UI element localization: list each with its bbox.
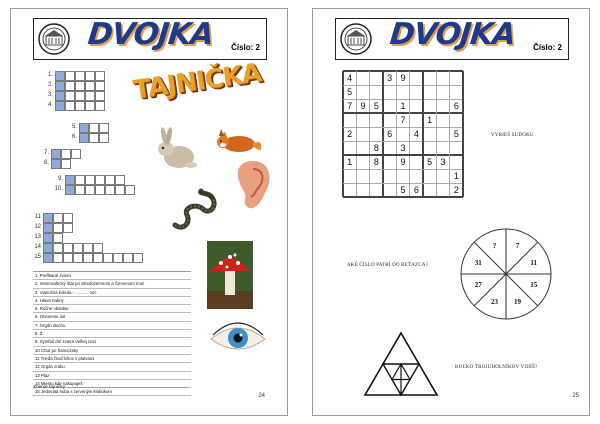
sudoku-cell[interactable]: 5	[373, 101, 379, 111]
sudoku-grid-line	[449, 71, 450, 197]
left-page	[10, 8, 288, 416]
rabbit-icon	[153, 127, 201, 173]
sudoku-cell[interactable]: 2	[347, 129, 353, 139]
sudoku-cell[interactable]	[383, 169, 396, 183]
sudoku-cell[interactable]: 6	[387, 129, 393, 139]
school-logo-icon	[339, 22, 373, 56]
clue-item: 13 Plaz	[33, 372, 191, 380]
sudoku-cell[interactable]	[396, 85, 409, 99]
clue-item: 8. Ž	[33, 330, 191, 338]
triangle-figure	[363, 331, 439, 397]
sudoku-cell[interactable]	[343, 141, 356, 155]
crossword-row-number: 1.	[47, 72, 53, 78]
mushroom-icon	[207, 241, 253, 309]
crossword-row-number: 8.	[43, 160, 49, 166]
circle-number: 11	[530, 258, 538, 267]
crossword-key-cell[interactable]	[55, 71, 65, 81]
sudoku-grid-line	[382, 71, 384, 197]
sudoku-cell[interactable]	[436, 99, 449, 113]
sudoku-cell[interactable]	[450, 85, 463, 99]
sudoku-cell[interactable]	[396, 127, 409, 141]
crossword-cell[interactable]	[95, 101, 105, 111]
crossword-cell[interactable]	[85, 185, 95, 195]
clue-item: 7. Orgán sluchu	[33, 322, 191, 330]
crossword-cell[interactable]	[83, 243, 93, 253]
circle-lines	[459, 227, 553, 321]
sudoku-cell[interactable]	[370, 71, 383, 85]
crossword-cell[interactable]	[123, 253, 133, 263]
sudoku-grid-line	[343, 183, 463, 184]
sudoku-cell[interactable]	[436, 113, 449, 127]
sudoku-cell[interactable]	[436, 141, 449, 155]
circle-number: 19	[513, 297, 521, 306]
sudoku-cell[interactable]	[370, 113, 383, 127]
clue-list	[33, 271, 191, 396]
circle-number: 31	[474, 258, 482, 267]
sudoku-cell[interactable]: 9	[360, 101, 366, 111]
sudoku-grid-line	[409, 71, 410, 197]
sudoku-grid-line	[396, 71, 397, 197]
sudoku-cell[interactable]	[436, 169, 449, 183]
crossword-row-number: 13	[34, 234, 41, 240]
sudoku-cell[interactable]: 3	[400, 143, 406, 153]
sudoku-cell[interactable]: 9	[400, 157, 406, 167]
sudoku-cell[interactable]	[356, 85, 369, 99]
circle-number: 23	[491, 297, 499, 306]
crossword-cell[interactable]	[63, 223, 73, 233]
sudoku-cell[interactable]: 7	[347, 101, 353, 111]
sudoku-grid-line	[369, 71, 370, 197]
sudoku-cell[interactable]	[370, 183, 383, 197]
sudoku-cell[interactable]: 5	[427, 157, 433, 167]
clue-item: 10 Chuť po francúzsky	[33, 347, 191, 355]
sudoku-cell[interactable]	[410, 71, 423, 85]
crossword-row-number: 2.	[47, 82, 53, 88]
sudoku-cell[interactable]	[370, 169, 383, 183]
sudoku-grid-line	[343, 141, 463, 142]
sudoku-cell[interactable]	[436, 85, 449, 99]
sudoku-grid-line	[343, 127, 463, 128]
sudoku-grid-line	[343, 196, 463, 198]
crossword-key-cell[interactable]	[43, 253, 53, 263]
sudoku-cell[interactable]	[383, 113, 396, 127]
crossword-cell[interactable]	[83, 253, 93, 263]
crossword-cell[interactable]	[99, 123, 109, 133]
sudoku-grid-line	[342, 71, 344, 197]
sudoku-cell[interactable]: 9	[400, 73, 406, 83]
sudoku-cell[interactable]: 1	[453, 171, 459, 181]
school-logo-icon	[37, 22, 71, 56]
crossword-cell[interactable]	[85, 91, 95, 101]
crossword-key-cell[interactable]	[65, 175, 75, 185]
crossword-cell[interactable]	[63, 213, 73, 223]
crossword-cell[interactable]	[95, 71, 105, 81]
crossword-cell[interactable]	[85, 71, 95, 81]
sudoku-cell[interactable]	[370, 127, 383, 141]
sudoku-cell[interactable]: 1	[347, 157, 353, 167]
sudoku-cell[interactable]: 6	[413, 185, 419, 195]
sudoku-cell[interactable]	[436, 127, 449, 141]
crossword-cell[interactable]	[105, 185, 115, 195]
sudoku-cell[interactable]	[370, 85, 383, 99]
crossword-key-cell[interactable]	[43, 233, 53, 243]
snake-icon	[169, 187, 221, 231]
crossword-key-cell[interactable]	[51, 149, 61, 159]
sudoku-grid-line	[462, 71, 464, 197]
crossword-cell[interactable]	[73, 253, 83, 263]
sudoku-cell[interactable]	[383, 141, 396, 155]
crossword-cell[interactable]	[75, 71, 85, 81]
triangle-label: KOĽKO TROJUHOLNÍKOV VIDÍŠ?	[455, 365, 538, 370]
clue-item: 4. Hlava rodiny	[33, 297, 191, 305]
crossword-cell[interactable]	[61, 149, 71, 159]
sudoku-cell[interactable]	[383, 85, 396, 99]
ear-icon	[231, 159, 275, 211]
sudoku-cell[interactable]	[343, 183, 356, 197]
sudoku-cell[interactable]: 7	[400, 115, 406, 125]
eye-icon	[209, 321, 267, 355]
crossword-row-number: 11	[34, 214, 41, 220]
issue-label: Číslo: 2	[533, 43, 562, 52]
sudoku-cell[interactable]	[423, 141, 436, 155]
clue-item: 6. Otvorenie úst	[33, 313, 191, 321]
sudoku-cell[interactable]: 3	[387, 73, 393, 83]
sudoku-cell[interactable]: 4	[347, 73, 353, 83]
crossword-cell[interactable]	[61, 159, 71, 169]
crossword-row-number: 9.	[57, 176, 63, 182]
sudoku-cell[interactable]: 3	[440, 157, 446, 167]
header-right	[335, 18, 569, 60]
crossword-key-cell[interactable]	[43, 213, 53, 223]
crossword-cell[interactable]	[95, 185, 105, 195]
crossword-row-number: 3.	[47, 92, 53, 98]
crossword-cell[interactable]	[95, 175, 105, 185]
crossword-key-cell[interactable]	[65, 185, 75, 195]
sudoku-cell[interactable]	[450, 141, 463, 155]
crossword-cell[interactable]	[65, 91, 75, 101]
sudoku-cell[interactable]	[410, 169, 423, 183]
crossword-row-number: 6.	[71, 134, 77, 140]
sudoku-grid-line	[356, 71, 357, 197]
sudoku-cell[interactable]: 5	[400, 185, 406, 195]
crossword-cell[interactable]	[75, 185, 85, 195]
clue-item: 5. Ročné obdobie	[33, 305, 191, 313]
sudoku-cell[interactable]: 6	[453, 101, 459, 111]
crossword-cell[interactable]	[85, 101, 95, 111]
crossword-cell[interactable]	[65, 101, 75, 111]
crossword-cell[interactable]	[53, 223, 63, 233]
sudoku-cell[interactable]: 1	[400, 101, 406, 111]
crossword-cell[interactable]	[133, 253, 143, 263]
sudoku-cell[interactable]	[410, 155, 423, 169]
crossword-cell[interactable]	[63, 253, 73, 263]
crossword-cell[interactable]	[71, 149, 81, 159]
crossword-cell[interactable]	[105, 175, 115, 185]
sudoku-cell[interactable]	[356, 71, 369, 85]
crossword-cell[interactable]	[113, 253, 123, 263]
sudoku-cell[interactable]: 2	[453, 185, 459, 195]
answer-line: Znenie tajničky: ..........................................................................................	[33, 385, 188, 390]
crossword-cell[interactable]	[73, 243, 83, 253]
crossword-cell[interactable]	[103, 253, 113, 263]
circle-number: 27	[474, 281, 482, 290]
crossword-cell[interactable]	[53, 253, 63, 263]
sudoku-cell[interactable]	[410, 141, 423, 155]
crossword-cell[interactable]	[93, 253, 103, 263]
sudoku-cell[interactable]	[410, 85, 423, 99]
sudoku-cell[interactable]	[396, 169, 409, 183]
clue-item: 12 Orgán zraku	[33, 363, 191, 371]
number-circle	[459, 227, 553, 321]
sudoku-grid-line	[343, 112, 463, 114]
crossword-row-number: 4.	[47, 102, 53, 108]
crossword-cell[interactable]	[95, 81, 105, 91]
sudoku-cell[interactable]	[356, 155, 369, 169]
sudoku-cell[interactable]	[356, 169, 369, 183]
sudoku-cell[interactable]	[410, 113, 423, 127]
crossword-key-cell[interactable]	[55, 101, 65, 111]
sudoku-cell[interactable]	[423, 127, 436, 141]
crossword-key-cell[interactable]	[55, 91, 65, 101]
crossword-key-cell[interactable]	[55, 81, 65, 91]
crossword-cell[interactable]	[75, 81, 85, 91]
magazine-title: DVOJKA	[86, 17, 215, 52]
sudoku-cell[interactable]	[356, 183, 369, 197]
crossword-row-number: 7.	[43, 150, 49, 156]
fox-icon	[211, 124, 263, 158]
crossword-cell[interactable]	[93, 243, 103, 253]
sudoku-grid-line	[343, 169, 463, 170]
header-left	[33, 18, 267, 60]
crossword-row-number: 12	[34, 224, 41, 230]
crossword-cell[interactable]	[89, 133, 99, 143]
clue-item: 3. Vianočná koleda - ........... noc	[33, 289, 191, 297]
chain-label: AKÉ ČÍSLO PATRÍ DO REŤAZCA?	[347, 263, 429, 268]
sudoku-cell[interactable]	[450, 155, 463, 169]
sudoku-grid-line	[436, 71, 437, 197]
clue-item: 2. Severoafrický štát pri Stredozemnom a Červenom mori	[33, 280, 191, 288]
sudoku-cell[interactable]: 1	[427, 115, 433, 125]
crossword-cell[interactable]	[115, 175, 125, 185]
page-number-right: 25	[572, 393, 579, 399]
crossword-cell[interactable]	[63, 243, 73, 253]
clue-item: 15 Jedovatá huba s červeným klobúkom	[33, 388, 191, 396]
clue-item: 9. Symbol dní zviera Veľkej noci	[33, 338, 191, 346]
sudoku-grid-line	[343, 154, 463, 156]
sudoku-cell[interactable]	[436, 183, 449, 197]
sudoku-cell[interactable]: 4	[413, 129, 419, 139]
sudoku-cell[interactable]	[356, 113, 369, 127]
crossword-cell[interactable]	[115, 185, 125, 195]
sudoku-cell[interactable]	[410, 99, 423, 113]
sudoku-cell[interactable]	[436, 71, 449, 85]
sudoku-grid-line	[343, 70, 463, 72]
crossword-key-cell[interactable]	[51, 159, 61, 169]
crossword-cell[interactable]	[95, 91, 105, 101]
magazine-title: DVOJKA	[388, 17, 517, 52]
crossword-cell[interactable]	[125, 185, 135, 195]
crossword-cell[interactable]	[75, 101, 85, 111]
circle-number: 7	[515, 242, 520, 251]
sudoku-cell[interactable]	[343, 113, 356, 127]
sudoku-grid-line	[343, 85, 463, 86]
sudoku-cell[interactable]: 8	[373, 143, 379, 153]
sudoku-cell[interactable]	[423, 85, 436, 99]
crossword-cell[interactable]	[65, 81, 75, 91]
crossword-row-number: 14	[34, 244, 41, 250]
crossword-row-number: 15	[34, 254, 41, 260]
sudoku-cell[interactable]	[423, 183, 436, 197]
sudoku-cell[interactable]	[356, 141, 369, 155]
sudoku-cell[interactable]	[356, 127, 369, 141]
sudoku-cell[interactable]	[343, 169, 356, 183]
crossword-row-number: 10.	[54, 186, 63, 192]
crossword-cell[interactable]	[65, 71, 75, 81]
crossword-cell[interactable]	[53, 243, 63, 253]
circle-number: ?	[492, 242, 497, 251]
crossword-cell[interactable]	[85, 175, 95, 185]
sudoku-cell[interactable]: 8	[373, 157, 379, 167]
crossword-cell[interactable]	[75, 175, 85, 185]
crossword-key-cell[interactable]	[79, 133, 89, 143]
sudoku-cell[interactable]	[450, 71, 463, 85]
sudoku-cell[interactable]	[423, 71, 436, 85]
crossword-cell[interactable]	[75, 91, 85, 101]
crossword-key-cell[interactable]	[43, 243, 53, 253]
crossword-cell[interactable]	[85, 81, 95, 91]
crossword-cell[interactable]	[53, 213, 63, 223]
sudoku-cell[interactable]	[423, 99, 436, 113]
sudoku-cell[interactable]	[383, 183, 396, 197]
crossword-cell[interactable]	[53, 233, 63, 243]
crossword-key-cell[interactable]	[79, 123, 89, 133]
mushroom-picture	[207, 241, 253, 309]
crossword-cell[interactable]	[89, 123, 99, 133]
crossword-title: TAJNIČKA	[131, 58, 263, 106]
right-page	[312, 8, 590, 416]
sudoku-grid-line	[422, 71, 424, 197]
sudoku-cell[interactable]	[423, 169, 436, 183]
clue-item: 1. Prefíkané zviera	[33, 272, 191, 280]
crossword-key-cell[interactable]	[43, 223, 53, 233]
page-number-left: 24	[258, 393, 265, 399]
issue-label: Číslo: 2	[231, 43, 260, 52]
sudoku-grid-line	[343, 99, 463, 100]
sudoku-cell[interactable]	[383, 99, 396, 113]
clue-item: 14 Miesto kde nakupuješ	[33, 380, 191, 388]
sudoku-cell[interactable]	[450, 113, 463, 127]
crossword-row-number: 5.	[71, 124, 77, 130]
clue-item: 11 Trieda živočíchov s plutvami	[33, 355, 191, 363]
sudoku-cell[interactable]	[383, 155, 396, 169]
crossword-cell[interactable]	[99, 133, 109, 143]
sudoku-label: VYRIEŠ SUDOKU	[491, 133, 534, 138]
circle-number: 15	[530, 281, 538, 290]
sudoku-cell[interactable]: 5	[347, 87, 353, 97]
sudoku-cell[interactable]: 5	[453, 129, 459, 139]
sudoku-grid	[343, 71, 463, 197]
